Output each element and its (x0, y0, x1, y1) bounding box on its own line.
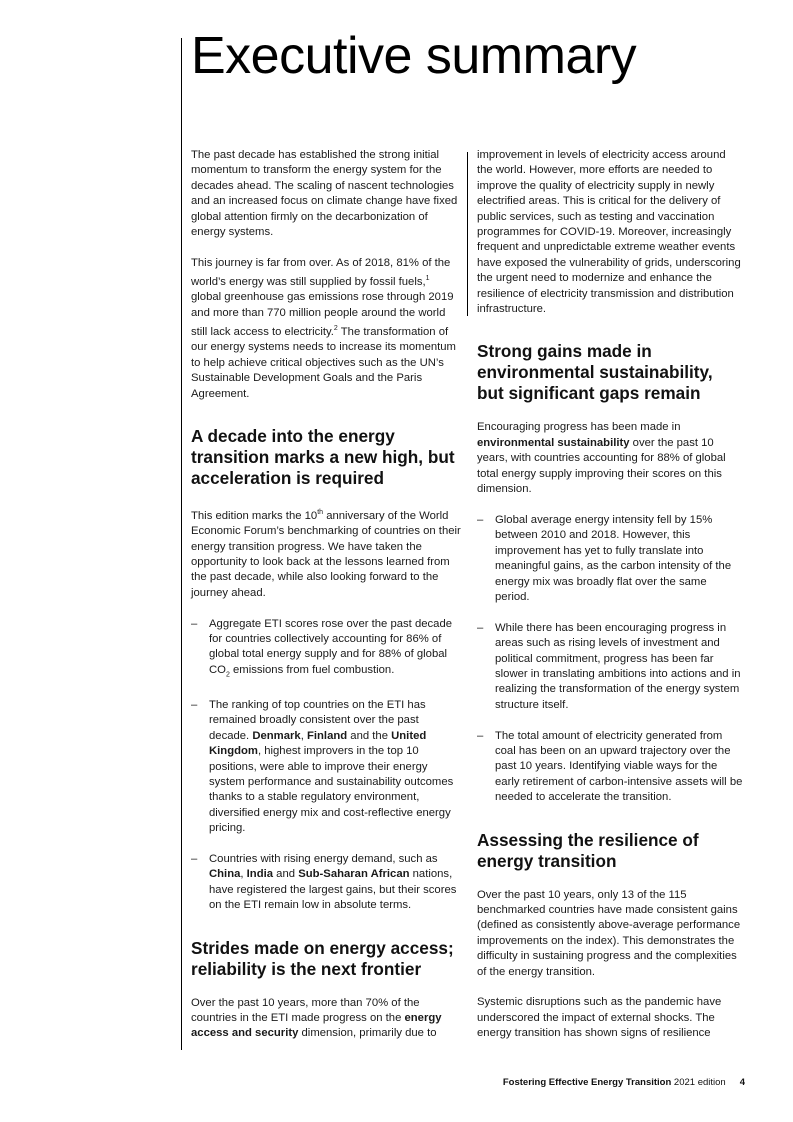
page-title: Executive summary (191, 27, 637, 85)
footnote-ref: 2 (333, 325, 338, 333)
list-item: – Aggregate ETI scores rose over the past decade for countries collectively accounting for 86% of global total energy supply and for 88% of global $CO_2$ emissions from fuel combustion. (191, 617, 461, 683)
footnote-ref: 1 (425, 275, 430, 283)
right-column (477, 148, 743, 1057)
page-footer (503, 1077, 745, 1088)
section-heading-resilience: Assessing the resilience of energy transition (477, 829, 699, 871)
title-rule (181, 38, 182, 1050)
list-item: – While there has been encouraging progress in areas such as rising levels of investment and political commitment, progress has been far slower in translating ambitions into actions and in realizing the transformation of the energy system structure itself. (477, 621, 743, 713)
access-paragraph: Over the past 10 years, more than 70% of the countries in the ETI made progress on the energy access and security dimension, primarily due to (191, 996, 442, 1040)
disruption-paragraph: Systemic disruptions such as the pandemic have underscored the impact of external shocks. The energy transition has shown signs of resilience (477, 996, 722, 1040)
context-paragraph: This journey is far from over. As of 2018, 81% of the world’s energy was still supplied by fossil fuels,$^1$ global greenhouse gas emissions rose through 2019 and more than 770 million people around the world still lack access to electricity.$^2$ The transformation of our energy systems needs to increase its momentum to help achieve critical objectives such as the UN’s Sustainable Development Goals and the Paris Agreement. (191, 256, 456, 400)
page-number: 4 (739, 1077, 745, 1088)
list-item: – The ranking of top countries on the ETI has remained broadly consistent over the past decade. Denmark, Finland and the United Kingdom, highest improvers in the top 10 positions, were able to improve their energy system performance and sustainability outcomes thanks to a stable regulatory environment, diversified energy mix and cost-reflective energy pricing. (191, 698, 461, 837)
resilience-paragraph: Over the past 10 years, only 13 of the 115 benchmarked countries have made consistent gains (defined as consistently above-average performance improvements on the index). This demonstrates the difficulty in sustaining progress and the complexities of the energy transition. (477, 888, 741, 978)
intro-paragraph: The past decade has established the strong initial momentum to transform the energy system for the decades ahead. The scaling of nascent technologies and an increased focus on climate change have fixed global attention firmly on the decarbonization of energy systems. (191, 149, 458, 239)
section-heading-sustainability: Strong gains made in environmental sustainability, but significant gaps remain (477, 341, 713, 404)
access-continued-paragraph: improvement in levels of electricity access around the world. However, more efforts are needed to improve the quality of electricity supply in newly electrified areas. This is critical for the delivery of public services, such as testing and vaccination programmes for COVID-19. Moreover, increasingly frequent and unpredictable extreme weather events have exposed the vulnerability of grids, underscoring the urgent need to modernize and enhance the resilience of electricity transmission and distribution infrastructure. (477, 149, 741, 316)
column-rule (467, 152, 468, 316)
sustainability-bullet-list (477, 513, 743, 806)
list-item: – Global average energy intensity fell by 15% between 2010 and 2018. However, this improvement has yet to fully translate into meaningful gains, as the carbon intensity of the energy mix was broadly flat over the same period. (477, 513, 743, 605)
section-heading-access: Strides made on energy access; reliability is the next frontier (191, 937, 454, 979)
sustainability-paragraph: Encouraging progress has been made in environmental sustainability over the past 10 years, with countries accounting for 88% of global total energy supply improving their scores on this dimension. (477, 421, 726, 496)
publication-title: Fostering Effective Energy Transition (502, 1077, 672, 1088)
decade-bullet-list (191, 617, 461, 914)
decade-paragraph: This edition marks the 10th anniversary of the World Economic Forum’s benchmarking of countries on their energy transition progress. We have taken the opportunity to look back at the lessons learned from the past decade, while also looking forward to the journey ahead. (191, 509, 461, 599)
list-item: – The total amount of electricity generated from coal has been on an upward trajectory over the past 10 years. Identifying viable ways for the early retirement of carbon-intensive assets will be needed to accelerate the transition. (477, 729, 743, 806)
left-column (191, 148, 461, 1057)
edition-label: 2021 edition (671, 1077, 726, 1088)
list-item: – Countries with rising energy demand, such as China, India and Sub-Saharan African nations, have registered the largest gains, but their scores on the ETI remain low in absolute terms. (191, 852, 461, 914)
section-heading-decade: A decade into the energy transition marks a new high, but acceleration is required (191, 426, 455, 489)
